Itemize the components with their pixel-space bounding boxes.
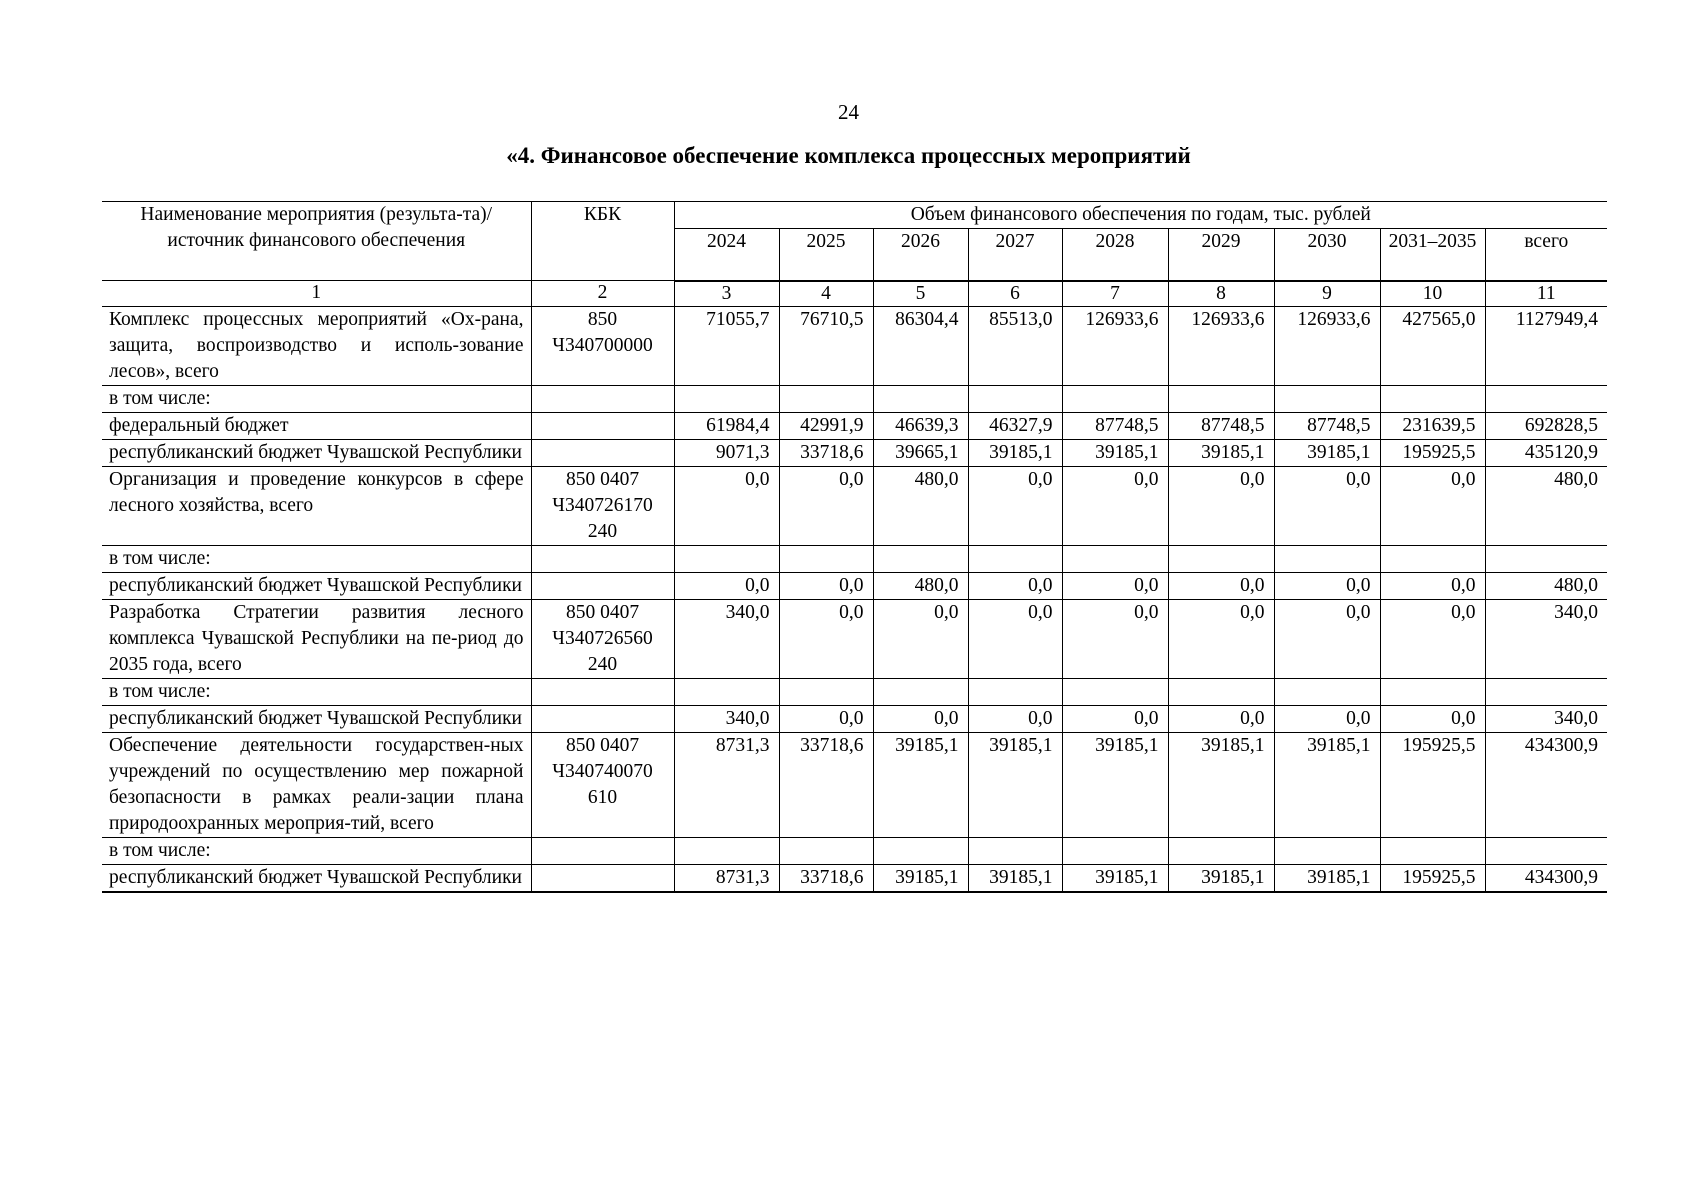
column-number: 8	[1168, 281, 1274, 307]
financing-table	[102, 201, 1607, 893]
row-value: 0,0	[1168, 572, 1274, 599]
row-value: 0,0	[873, 599, 968, 678]
row-name: республиканский бюджет Чувашской Республики	[102, 572, 531, 599]
row-value: 46327,9	[968, 412, 1062, 439]
row-value: 0,0	[968, 466, 1062, 545]
table-row	[102, 545, 1607, 572]
header-row-1	[102, 202, 1607, 229]
row-value: 71055,7	[674, 306, 779, 385]
row-value: 39665,1	[873, 439, 968, 466]
row-value: 0,0	[779, 705, 873, 732]
table-row	[102, 466, 1607, 545]
row-kbk	[531, 412, 674, 439]
row-value	[674, 385, 779, 412]
row-kbk	[531, 439, 674, 466]
row-value: 1127949,4	[1485, 306, 1607, 385]
column-number: 9	[1274, 281, 1380, 307]
row-value	[873, 545, 968, 572]
row-value: 126933,6	[1062, 306, 1168, 385]
row-value	[1168, 678, 1274, 705]
row-value: 39185,1	[1168, 439, 1274, 466]
row-value: 39185,1	[1062, 732, 1168, 837]
column-number: 3	[674, 281, 779, 307]
table-row	[102, 306, 1607, 385]
column-number: 6	[968, 281, 1062, 307]
header-year: 2029	[1168, 229, 1274, 281]
row-value	[873, 385, 968, 412]
column-number: 7	[1062, 281, 1168, 307]
row-value: 9071,3	[674, 439, 779, 466]
row-value: 0,0	[1062, 599, 1168, 678]
row-value: 427565,0	[1380, 306, 1485, 385]
row-value: 435120,9	[1485, 439, 1607, 466]
row-value: 61984,4	[674, 412, 779, 439]
header-year: 2030	[1274, 229, 1380, 281]
row-value	[1485, 678, 1607, 705]
column-number: 5	[873, 281, 968, 307]
table-body	[102, 306, 1607, 892]
header-year: 2031–2035	[1380, 229, 1485, 281]
row-value: 0,0	[1062, 572, 1168, 599]
row-value: 195925,5	[1380, 864, 1485, 892]
row-value: 0,0	[1380, 705, 1485, 732]
table-row	[102, 412, 1607, 439]
row-value: 39185,1	[1168, 864, 1274, 892]
row-value: 340,0	[1485, 705, 1607, 732]
row-name: в том числе:	[102, 837, 531, 864]
row-kbk	[531, 864, 674, 892]
row-value: 0,0	[1274, 599, 1380, 678]
row-value: 340,0	[674, 599, 779, 678]
header-kbk: КБК	[531, 202, 674, 281]
section-title: «4. Финансовое обеспечение комплекса процессных мероприятий	[506, 143, 1191, 168]
row-value	[779, 385, 873, 412]
row-value: 434300,9	[1485, 732, 1607, 837]
row-value: 0,0	[779, 572, 873, 599]
row-value	[1062, 837, 1168, 864]
row-name: в том числе:	[102, 545, 531, 572]
row-value: 46639,3	[873, 412, 968, 439]
column-number-row	[102, 281, 1607, 307]
row-value	[1274, 837, 1380, 864]
row-name: Обеспечение деятельности государствен-ных учреждений по осуществлению мер пожарной безопасности в рамках реали-зации плана природоохранных мероприя-тий, всего	[102, 732, 531, 837]
row-value: 340,0	[674, 705, 779, 732]
row-value	[968, 837, 1062, 864]
table-row	[102, 732, 1607, 837]
row-value: 195925,5	[1380, 732, 1485, 837]
row-name: Комплекс процессных мероприятий «Ох-рана, защита, воспроизводство и исполь-зование лесов», всего	[102, 306, 531, 385]
row-name: в том числе:	[102, 385, 531, 412]
row-value: 86304,4	[873, 306, 968, 385]
row-value: 39185,1	[1062, 439, 1168, 466]
row-name: Разработка Стратегии развития лесного комплекса Чувашской Республики на пе-риод до 2035 года, всего	[102, 599, 531, 678]
row-value	[674, 678, 779, 705]
row-kbk	[531, 545, 674, 572]
row-value	[674, 837, 779, 864]
row-value	[1485, 837, 1607, 864]
row-value: 0,0	[1168, 705, 1274, 732]
row-value: 0,0	[1274, 572, 1380, 599]
header-year: 2024	[674, 229, 779, 281]
column-number: 1	[102, 281, 531, 307]
row-value: 0,0	[674, 572, 779, 599]
row-value: 126933,6	[1274, 306, 1380, 385]
row-value: 39185,1	[968, 864, 1062, 892]
row-value: 0,0	[1168, 466, 1274, 545]
row-value: 33718,6	[779, 732, 873, 837]
row-value: 480,0	[1485, 466, 1607, 545]
row-value: 39185,1	[873, 864, 968, 892]
row-value: 39185,1	[1062, 864, 1168, 892]
row-value: 39185,1	[968, 439, 1062, 466]
row-value: 39185,1	[873, 732, 968, 837]
row-value: 0,0	[1274, 466, 1380, 545]
row-value: 480,0	[873, 466, 968, 545]
row-value: 87748,5	[1168, 412, 1274, 439]
row-kbk	[531, 678, 674, 705]
row-value: 39185,1	[1274, 439, 1380, 466]
row-value	[968, 385, 1062, 412]
row-value: 231639,5	[1380, 412, 1485, 439]
page-number: 24	[838, 100, 859, 124]
row-value: 0,0	[968, 572, 1062, 599]
row-value: 87748,5	[1062, 412, 1168, 439]
row-kbk: 850 Ч340700000	[531, 306, 674, 385]
table-row	[102, 572, 1607, 599]
header-year-total: всего	[1485, 229, 1607, 281]
row-value: 0,0	[873, 705, 968, 732]
header-year: 2025	[779, 229, 873, 281]
header-year: 2026	[873, 229, 968, 281]
row-name: республиканский бюджет Чувашской Республики	[102, 705, 531, 732]
table-row	[102, 385, 1607, 412]
row-value: 0,0	[779, 466, 873, 545]
row-value	[779, 837, 873, 864]
row-value: 8731,3	[674, 864, 779, 892]
column-number: 11	[1485, 281, 1607, 307]
row-kbk: 850 0407 Ч340740070 610	[531, 732, 674, 837]
row-value: 0,0	[1062, 466, 1168, 545]
row-value: 76710,5	[779, 306, 873, 385]
row-value: 0,0	[1380, 572, 1485, 599]
header-year: 2028	[1062, 229, 1168, 281]
header-volume: Объем финансового обеспечения по годам, тыс. рублей	[674, 202, 1607, 229]
row-value: 195925,5	[1380, 439, 1485, 466]
row-value	[1274, 678, 1380, 705]
table-row	[102, 705, 1607, 732]
row-name: республиканский бюджет Чувашской Республики	[102, 439, 531, 466]
row-name: республиканский бюджет Чувашской Республики	[102, 864, 531, 892]
row-value: 0,0	[968, 599, 1062, 678]
row-value	[1168, 545, 1274, 572]
row-value	[873, 678, 968, 705]
row-value: 480,0	[1485, 572, 1607, 599]
header-name: Наименование мероприятия (результа-та)/источник финансового обеспечения	[102, 202, 531, 281]
row-value: 0,0	[1274, 705, 1380, 732]
row-kbk	[531, 705, 674, 732]
row-value: 42991,9	[779, 412, 873, 439]
row-kbk	[531, 572, 674, 599]
row-value	[779, 545, 873, 572]
row-value	[1485, 385, 1607, 412]
column-number: 2	[531, 281, 674, 307]
row-value: 0,0	[779, 599, 873, 678]
row-name: федеральный бюджет	[102, 412, 531, 439]
row-kbk	[531, 385, 674, 412]
row-value: 434300,9	[1485, 864, 1607, 892]
row-value: 85513,0	[968, 306, 1062, 385]
row-value: 39185,1	[1274, 732, 1380, 837]
row-kbk: 850 0407 Ч340726560 240	[531, 599, 674, 678]
row-value: 126933,6	[1168, 306, 1274, 385]
row-value	[873, 837, 968, 864]
row-kbk	[531, 837, 674, 864]
row-name: в том числе:	[102, 678, 531, 705]
row-value	[1380, 385, 1485, 412]
row-kbk: 850 0407 Ч340726170 240	[531, 466, 674, 545]
row-value: 39185,1	[968, 732, 1062, 837]
row-value: 87748,5	[1274, 412, 1380, 439]
table-row	[102, 599, 1607, 678]
row-value	[779, 678, 873, 705]
row-value: 340,0	[1485, 599, 1607, 678]
row-value: 0,0	[968, 705, 1062, 732]
row-value	[1485, 545, 1607, 572]
row-value	[1168, 837, 1274, 864]
row-value: 8731,3	[674, 732, 779, 837]
row-value	[968, 545, 1062, 572]
row-value: 480,0	[873, 572, 968, 599]
row-value	[1274, 545, 1380, 572]
row-value: 0,0	[674, 466, 779, 545]
row-value: 0,0	[1380, 466, 1485, 545]
table-row	[102, 864, 1607, 892]
row-value: 0,0	[1380, 599, 1485, 678]
row-name: Организация и проведение конкурсов в сфере лесного хозяйства, всего	[102, 466, 531, 545]
row-value: 33718,6	[779, 864, 873, 892]
row-value	[1062, 385, 1168, 412]
table-row	[102, 837, 1607, 864]
row-value: 39185,1	[1168, 732, 1274, 837]
table-row	[102, 439, 1607, 466]
row-value: 39185,1	[1274, 864, 1380, 892]
header-year: 2027	[968, 229, 1062, 281]
row-value	[1168, 385, 1274, 412]
row-value	[1274, 385, 1380, 412]
column-number: 10	[1380, 281, 1485, 307]
row-value	[674, 545, 779, 572]
row-value: 692828,5	[1485, 412, 1607, 439]
table-row	[102, 678, 1607, 705]
row-value	[1062, 678, 1168, 705]
row-value: 0,0	[1168, 599, 1274, 678]
row-value	[968, 678, 1062, 705]
row-value	[1380, 837, 1485, 864]
column-number: 4	[779, 281, 873, 307]
row-value	[1380, 545, 1485, 572]
row-value	[1380, 678, 1485, 705]
row-value: 0,0	[1062, 705, 1168, 732]
row-value	[1062, 545, 1168, 572]
row-value: 33718,6	[779, 439, 873, 466]
